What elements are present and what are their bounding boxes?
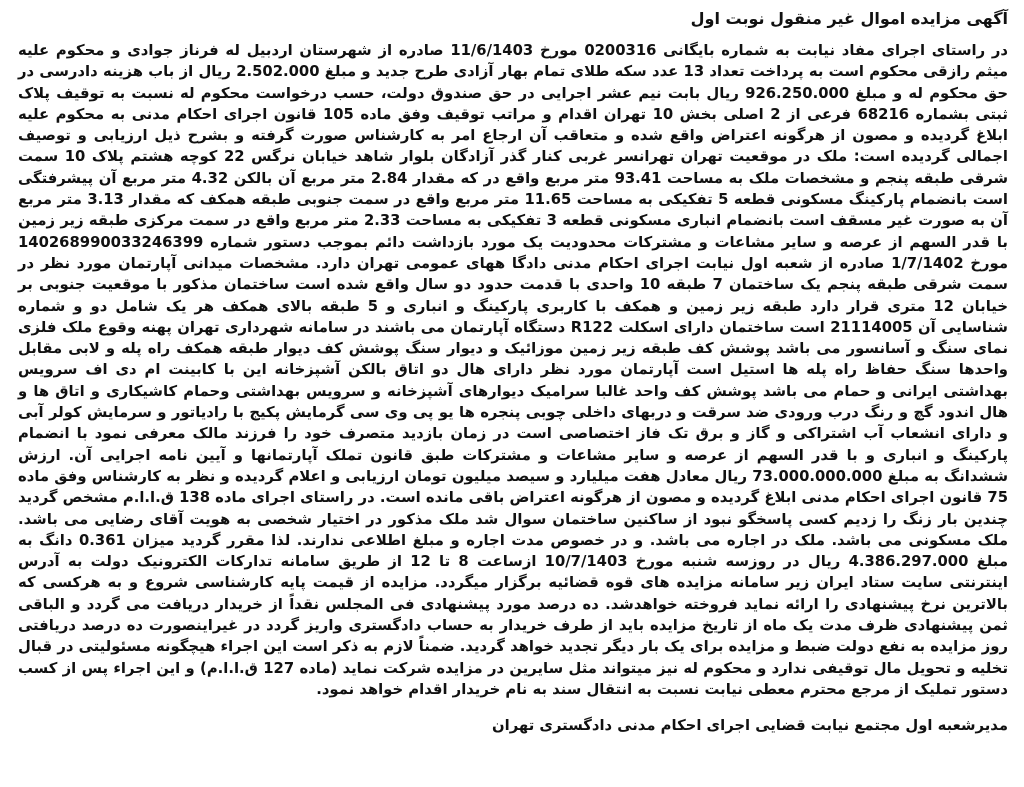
notice-signature: مدیرشعبه اول مجتمع نیابت قضایی اجرای احکام مدنی دادگستری تهران — [492, 717, 1008, 735]
notice-body: در راستای اجرای مفاد نیابت به شماره بایگانی 0200316 مورخ 11/6/1403 صادره از شهرستان اردبیل له فرناز جوادی و محکوم علیه میثم رازقی محکوم است به پرداخت تعداد 13 عدد سکه طلای تمام بهار آزادی طرح جدید و مبلغ 2.502.000 ریال از باب هزینه دادرسی در حق محکوم له و مبلغ 926.250.000 ریال بابت نیم عشر اجرایی در حق صندوق دولت، حسب درخواست محکوم له نسبت به توقیف پلاک ثبتی بشماره 68216 فرعی از 2 اصلی بخش 10 تهران اقدام و مراتب توقیف وفق ماده 105 قانون اجرای احکام مدنی به محکوم علیه ابلاغ گردیده و مصون از هرگونه اعتراض واقع شده و متعاقب آن ارجاع امر به کارشناس صورت گرفته و بشرح ذیل ارزیابی و توصیف اجمالی گردیده است: ملک در موقعیت تهران تهرانسر غربی کنار گذر آزادگان بلوار شاهد خیابان نرگس 22 کوچه هشتم پلاک 10 سمت شرقی طبقه پنجم و مشخصات ملک به مساحت 93.41 متر مربع واقع در که مقدار 2.84 متر مربع آن بالکن 4.32 متر مربع آن پیشرفتگی است بانضمام پارکینگ مسکونی قطعه 5 تفکیکی به مساحت 11.65 متر مربع واقع در سمت جنوبی طبقه همکف که مقدار 3.13 متر مربع آن به صورت غیر مسقف است بانضمام انباری مسکونی قطعه 3 تفکیکی به مساحت 2.33 متر مربع واقع در سمت مرکزی طبقه زیر زمین با قدر السهم از عرصه و سایر مشاعات و مشترکات محدودیت یک مورد بازداشت دائم بموجب دستور شماره 140268990033246399 مورخ 1/7/1402 صادره از شعبه اول نیابت اجرای احکام مدنی دادگا ههای عمومی تهران دارد. مشخصات میدانی آپارتمان مورد نظر در سمت شرقی طبقه پنجم یک ساختمان 7 طبقه 10 واحدی با قدمت حدود دو سال واقع شده است ساختمان مذکور با موقعیت جنوبی بر خیابان 12 متری قرار دارد طبقه زیر زمین و همکف با کاربری پارکینگ و انباری و 5 طبقه بالای همکف هر یک شامل دو و شماره شناسایی آن 21114005 است ساختمان دارای اسکلت R122 دستگاه آپارتمان می باشند در سامانه شهرداری تهران پهنه وقوع ملک فلزی نمای سنگ و آسانسور می باشد پوشش کف طبقه زیر زمین موزائیک و دیوار سنگ پوشش کف دیوار طبقه همکف راه پله و لابی مقابل واحدها سنگ حفاظ راه پله ها استیل است آپارتمان مورد نظر دارای هال دو اتاق بالکن آشپزخانه این با کابینت ام دی اف سرویس بهداشتی ایرانی و حمام می باشد پوشش کف واحد غالبا سرامیک دیوارهای آشپزخانه و سرویس بهداشتی وحمام کاشیکاری و اتاق ها و هال اندود گچ و رنگ درب ورودی ضد سرقت و دربهای داخلی چوبی پنجره ها یو پی وی سی گرمایش پکیج با رادیاتور و سرمایش کولر آبی و دارای انشعاب آب اشتراکی و گاز و برق تک فاز اختصاصی است در زمان بازدید متصرف خود را فرزند مالک معرفی نمود با انضمام پارکینگ و انباری و با قدر السهم از عرصه و سایر مشاعات و مشترکات طبق قانون تملک آپارتمانها و آیین نامه اجرایی آن. ارزش ششدانگ به مبلغ 73.000.000.000 ریال معادل هفت میلیارد و سیصد میلیون تومان ارزیابی و اعلام گردیده و نظر به کارشناس وفق ماده 75 قانون اجرای احکام مدنی ابلاغ گردیده و مصون از هرگونه اعتراض باقی مانده است. در راستای اجرای ماده 138 ق.ا.ا.م مشخص گردید چندین بار زنگ را زدیم کسی پاسخگو نبود از ساکنین ساختمان سوال شد ملک مذکور در اختیار شخصی به هویت آقای رضایی می باشد. ملک مسکونی می باشد. ملک در اجاره می باشد. و در خصوص مدت اجاره و مبلغ اطلاعی ندارند. لذا مقرر گردید میزان 0.361 دانگ به مبلغ 4.386.297.000 ریال در روزسه شنبه مورخ 10/7/1403 ازساعت 8 تا 12 از طریق سامانه تدارکات الکترونیک دولت به آدرس اینترنتی سایت ستاد ایران زیر سامانه مزایده های قوه قضائیه برگزار میگردد. مزایده از قیمت پایه کارشناسی شروع و به هرکسی که بالاترین نرخ پیشنهادی را ارائه نماید فروخته خواهدشد. ده درصد مورد پیشنهادی فی المجلس نقداً از خریدار دریافت می گردد و الباقی ثمن پیشنهادی ظرف مدت یک ماه از تاریخ مزایده باید از طرف خریدار به حساب دادگستری واریز گردد در غیراینصورت ده درصد دریافتی روز مزایده به نفع دولت ضبط و مزایده برای یک بار دیگر تجدید خواهد گردید. ضمناً لازم به ذکر است این اجراء هیچگونه مسئولیتی در قبال تخلیه و تحویل مال توقیفی ندارد و محکوم له نیز میتواند مثل سایرین در مزایده شرکت نماید (ماده 127 ق.ا.ا.م) و این اجراء پس از کسب دستور تملیک از مرجع محترم معطی نیابت نسبت به انتقال سند به نام خریدار اقدام خواهد نمود. — [18, 42, 1009, 698]
auction-notice — [18, 4, 1008, 738]
notice-title: آگهی مزایده اموال غیر منقول نوبت اول — [690, 9, 1008, 28]
